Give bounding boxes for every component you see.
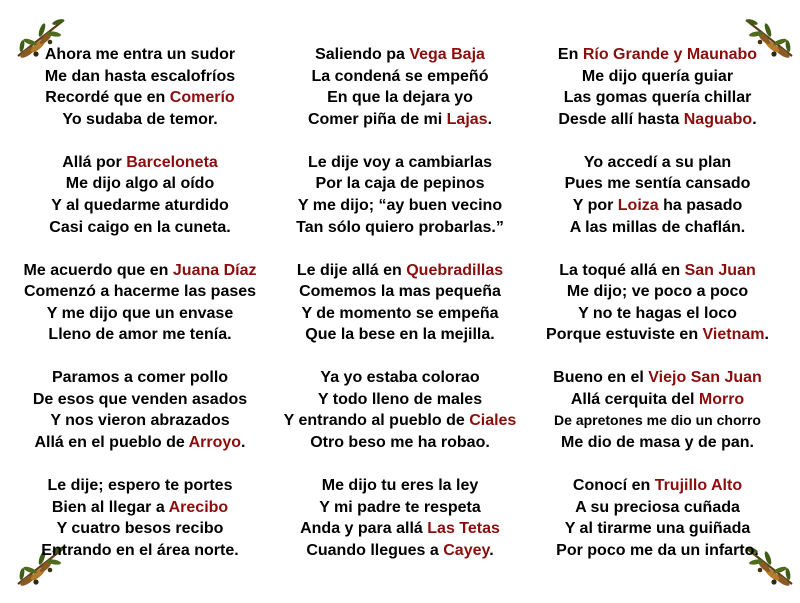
verse-text: Anda y para allá xyxy=(300,520,428,538)
verse-text: Allá cerquita del xyxy=(570,390,699,408)
verse-text: De esos que venden asados xyxy=(32,390,248,408)
verse-text: Me dijo algo al oído xyxy=(65,175,215,193)
verse-line xyxy=(515,389,800,411)
verse-line xyxy=(0,303,280,325)
verse-line xyxy=(0,389,280,411)
verse-line xyxy=(515,281,800,303)
verse-line xyxy=(0,217,280,239)
verse-line xyxy=(515,66,800,88)
verse-text: . xyxy=(489,541,494,559)
verse-line xyxy=(260,152,540,174)
place-name: Naguabo xyxy=(683,110,753,128)
verse-line xyxy=(515,410,800,432)
verse-text: Y no te hagas el loco xyxy=(578,304,737,322)
verse-text: Bien al llegar a xyxy=(51,498,169,516)
verse-line xyxy=(260,475,540,497)
verse-line xyxy=(515,152,800,174)
verse-text: Me dan hasta escalofríos xyxy=(44,67,236,85)
verse-line xyxy=(260,432,540,454)
verse-line xyxy=(0,475,280,497)
verse-text: Las gomas quería chillar xyxy=(563,89,752,107)
place-name: Vega Baja xyxy=(409,46,485,63)
verse-line xyxy=(515,475,800,497)
verse-line xyxy=(0,109,280,131)
verse-line xyxy=(260,87,540,109)
verse-text: Conocí en xyxy=(572,477,655,495)
stanza xyxy=(515,152,800,238)
verse-text: Y me dijo; “ay buen vecino xyxy=(297,196,503,214)
place-name: Las Tetas xyxy=(427,520,500,538)
verse-line xyxy=(515,540,800,562)
verse-text: Entrando en el área norte. xyxy=(41,541,239,559)
verse-text: . xyxy=(487,110,493,128)
place-name: Barceloneta xyxy=(126,153,218,171)
verse-line xyxy=(260,367,540,389)
place-name: Comerío xyxy=(169,89,235,107)
stanza xyxy=(515,475,800,561)
verse-text: . xyxy=(764,326,769,344)
verse-text: A su preciosa cuñada xyxy=(575,498,740,516)
place-name: Morro xyxy=(698,390,745,408)
verse-text: Paramos a comer pollo xyxy=(51,369,229,387)
verse-text: Me acuerdo que en xyxy=(23,261,173,279)
poem-column xyxy=(0,44,280,583)
verse-text: Por la caja de pepinos xyxy=(315,175,485,193)
verse-line xyxy=(260,44,540,66)
verse-line xyxy=(0,432,280,454)
stanza xyxy=(260,44,540,130)
place-name: Juana Díaz xyxy=(172,261,257,279)
place-name: Loiza xyxy=(617,196,659,214)
verse-text: Yo accedí a su plan xyxy=(583,153,732,171)
stanza xyxy=(260,475,540,561)
verse-text: Me dijo quería guiar xyxy=(581,67,734,85)
place-name: Arecibo xyxy=(168,498,229,516)
verse-text: Le dije; espero te portes xyxy=(47,477,233,495)
place-name: Lajas xyxy=(446,110,488,128)
verse-line xyxy=(260,260,540,282)
verse-line xyxy=(515,260,800,282)
verse-text: Y mi padre te respeta xyxy=(319,498,481,516)
verse-text: Pues me sentía cansado xyxy=(564,175,751,193)
verse-line xyxy=(260,217,540,239)
verse-text: Y nos vieron abrazados xyxy=(50,412,230,430)
verse-text: Comemos la mas pequeña xyxy=(299,283,501,301)
verse-text: A las millas de chaflán. xyxy=(569,218,746,236)
place-name: San Juan xyxy=(684,261,756,279)
verse-line xyxy=(260,410,540,432)
verse-line xyxy=(0,260,280,282)
place-name: Arroyo xyxy=(188,434,242,452)
verse-text: ha pasado xyxy=(658,196,743,214)
verse-text: Tan sólo quiero probarlas.” xyxy=(296,218,504,236)
verse-text: Me dijo tu eres la ley xyxy=(321,477,479,495)
stanza xyxy=(515,44,800,130)
verse-line xyxy=(515,109,800,131)
verse-line xyxy=(515,324,800,346)
verse-text: De apretones me dio un chorro xyxy=(554,412,761,429)
verse-line xyxy=(260,195,540,217)
verse-text: La toqué allá en xyxy=(559,261,685,279)
verse-line xyxy=(0,324,280,346)
verse-line xyxy=(0,367,280,389)
place-name: Vietnam xyxy=(702,326,765,344)
verse-line xyxy=(0,44,280,66)
verse-text: Cuando llegues a xyxy=(306,541,444,559)
verse-line xyxy=(515,173,800,195)
verse-text: Ahora me entra un sudor xyxy=(44,46,236,63)
verse-text: Desde allí hasta xyxy=(558,110,684,128)
poem-column xyxy=(515,44,800,583)
stanza xyxy=(0,44,280,130)
verse-text: Porque estuviste en xyxy=(546,326,703,344)
verse-text: Y de momento se empeña xyxy=(301,304,499,322)
verse-text: . xyxy=(241,434,246,452)
place-name: Quebradillas xyxy=(406,261,504,279)
verse-text: La condená se empeñó xyxy=(311,67,489,85)
verse-line xyxy=(0,87,280,109)
verse-line xyxy=(515,217,800,239)
verse-text: Me dio de masa y de pan. xyxy=(561,434,754,452)
verse-text: Que la bese en la mejilla. xyxy=(305,326,495,344)
verse-line xyxy=(260,109,540,131)
verse-text: Otro beso me ha robao. xyxy=(310,434,490,452)
verse-line xyxy=(0,66,280,88)
verse-text: Y entrando al pueblo de xyxy=(283,412,470,430)
stanza xyxy=(0,475,280,561)
verse-line xyxy=(260,497,540,519)
verse-text: . xyxy=(752,110,757,128)
verse-text: Bueno en el xyxy=(553,369,649,387)
verse-text: Y cuatro besos recibo xyxy=(56,520,224,538)
verse-line xyxy=(0,173,280,195)
verse-text: Y al tirarme una guiñada xyxy=(564,520,751,538)
verse-line xyxy=(515,87,800,109)
verse-line xyxy=(260,303,540,325)
verse-line xyxy=(260,281,540,303)
verse-line xyxy=(0,152,280,174)
verse-line xyxy=(260,540,540,562)
place-name: Río Grande y Maunabo xyxy=(582,46,758,63)
verse-line xyxy=(0,195,280,217)
verse-line xyxy=(515,518,800,540)
verse-text: En que la dejara yo xyxy=(327,89,473,107)
verse-line xyxy=(515,497,800,519)
stanza xyxy=(260,367,540,453)
verse-line xyxy=(0,540,280,562)
verse-text: Casi caigo en la cuneta. xyxy=(49,218,231,236)
verse-text: En xyxy=(557,46,583,63)
verse-text: Comenzó a hacerme las pases xyxy=(23,283,257,301)
stanza xyxy=(0,260,280,346)
stanza xyxy=(0,367,280,453)
stanza xyxy=(260,152,540,238)
verse-text: Yo sudaba de temor. xyxy=(62,110,218,128)
verse-line xyxy=(0,410,280,432)
place-name: Ciales xyxy=(469,412,517,430)
verse-line xyxy=(515,432,800,454)
verse-line xyxy=(260,66,540,88)
verse-text: Allá por xyxy=(62,153,127,171)
stanza xyxy=(515,367,800,453)
verse-text: Y por xyxy=(572,196,618,214)
verse-text: Comer piña de mi xyxy=(307,110,447,128)
verse-line xyxy=(515,367,800,389)
verse-text: Le dije voy a cambiarlas xyxy=(307,153,493,171)
verse-text: Y todo lleno de males xyxy=(317,390,483,408)
place-name: Trujillo Alto xyxy=(654,477,743,495)
verse-text: Lleno de amor me tenía. xyxy=(48,326,232,344)
verse-line xyxy=(260,518,540,540)
verse-line xyxy=(260,389,540,411)
verse-text: Y al quedarme aturdido xyxy=(51,196,229,214)
verse-text: Recordé que en xyxy=(45,89,170,107)
verse-text: Y me dijo que un envase xyxy=(46,304,234,322)
stanza xyxy=(515,260,800,346)
verse-text: Me dijo; ve poco a poco xyxy=(566,283,749,301)
verse-line xyxy=(515,195,800,217)
verse-line xyxy=(0,281,280,303)
stanza xyxy=(260,260,540,346)
verse-text: Ya yo estaba colorao xyxy=(320,369,480,387)
poem-column xyxy=(260,44,540,583)
stanza xyxy=(0,152,280,238)
place-name: Cayey xyxy=(443,541,490,559)
verse-line xyxy=(0,497,280,519)
verse-line xyxy=(515,303,800,325)
verse-line xyxy=(260,324,540,346)
verse-line xyxy=(515,44,800,66)
place-name: Viejo San Juan xyxy=(648,369,762,387)
verse-text: Por poco me da un infarto. xyxy=(556,541,759,559)
verse-text: Allá en el pueblo de xyxy=(34,434,189,452)
verse-line xyxy=(0,518,280,540)
verse-text: Le dije allá en xyxy=(296,261,407,279)
verse-line xyxy=(260,173,540,195)
verse-text: Saliendo pa xyxy=(315,46,410,63)
